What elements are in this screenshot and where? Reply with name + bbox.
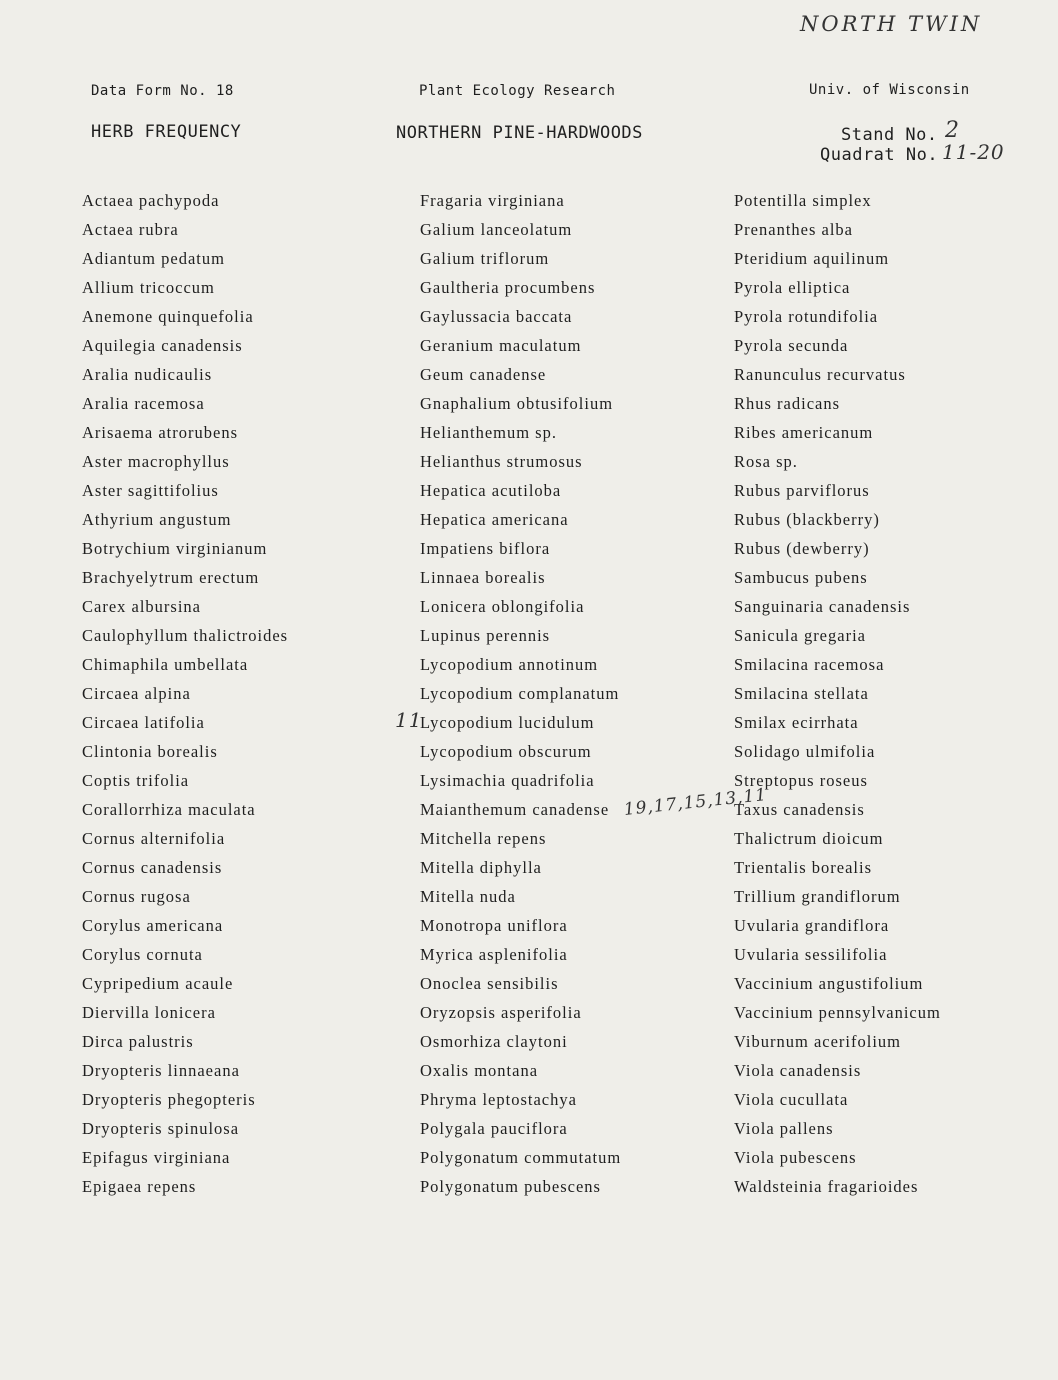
species-item: Sanguinaria canadensis [734,597,911,616]
community-title: NORTHERN PINE-HARDWOODS [396,123,643,143]
species-item: Viola pallens [734,1119,834,1138]
maianthemum-counts: 19,17,15,13,11 [622,785,769,820]
species-item: Sanicula gregaria [734,626,866,645]
quadrat-value: 11-20 [942,140,1005,164]
species-item: Rubus (blackberry) [734,510,880,529]
species-item: Oxalis montana [420,1061,539,1080]
species-item: Cornus rugosa [82,887,191,906]
species-item: Diervilla lonicera [82,1003,216,1022]
species-item: Carex albursina [82,597,202,616]
species-item: Cypripedium acaule [82,974,234,993]
species-item: Fragaria virginiana [420,191,565,210]
species-item: Lycopodium obscurum [420,742,592,761]
species-item: Lycopodium complanatum [420,684,620,703]
species-item: Rhus radicans [734,394,841,413]
species-item: Phryma leptostachya [420,1090,577,1109]
species-column-1 [82,186,288,1201]
species-item: Pyrola secunda [734,336,849,355]
species-item: Aralia racemosa [82,394,205,413]
species-item: Cornus canadensis [82,858,223,877]
species-item: Smilacina racemosa [734,655,885,674]
species-item: Maianthemum canadense [420,800,610,819]
species-item: Lysimachia quadrifolia [420,771,595,790]
species-item: Chimaphila umbellata [82,655,249,674]
species-item: Rosa sp. [734,452,798,471]
species-item: Streptopus roseus [734,771,868,790]
quadrat-label: Quadrat No. [820,145,939,165]
species-item: Dryopteris spinulosa [82,1119,240,1138]
species-item: Pyrola rotundifolia [734,307,879,326]
species-item: Viola canadensis [734,1061,862,1080]
species-item: Smilax ecirrhata [734,713,859,732]
species-item: Geum canadense [420,365,547,384]
species-item: Pyrola elliptica [734,278,851,297]
species-item: Gaylussacia baccata [420,307,573,326]
species-item: Trientalis borealis [734,858,873,877]
species-item: Waldsteinia fragarioides [734,1177,919,1196]
stand-label: Stand No. [841,125,938,145]
species-item: Aster macrophyllus [82,452,230,471]
species-item: Uvularia sessilifolia [734,945,888,964]
species-item: Mitchella repens [420,829,547,848]
species-item: Lupinus perennis [420,626,551,645]
species-item: Smilacina stellata [734,684,869,703]
species-item: Helianthus strumosus [420,452,583,471]
species-item: Aquilegia canadensis [82,336,243,355]
species-item: Lonicera oblongifolia [420,597,585,616]
species-item: Hepatica acutiloba [420,481,562,500]
species-item: Actaea rubra [82,220,179,239]
species-item: Aralia nudicaulis [82,365,213,384]
species-item: Caulophyllum thalictroides [82,626,289,645]
species-item: Actaea pachypoda [82,191,220,210]
species-item: Cornus alternifolia [82,829,226,848]
species-item: Polygala pauciflora [420,1119,568,1138]
species-item: Monotropa uniflora [420,916,568,935]
species-item: Taxus canadensis [734,800,865,819]
species-item: Ranunculus recurvatus [734,365,906,384]
species-item: Botrychium virginianum [82,539,268,558]
form-number: Data Form No. 18 [91,83,234,99]
species-item: Vaccinium pennsylvanicum [734,1003,941,1022]
species-item: Dryopteris linnaeana [82,1061,240,1080]
species-item: Anemone quinquefolia [82,307,254,326]
species-item: Onoclea sensibilis [420,974,559,993]
species-item: Thalictrum dioicum [734,829,884,848]
species-item: Helianthemum sp. [420,423,557,442]
species-column-3 [734,186,941,1201]
species-item: Hepatica americana [420,510,569,529]
species-item: Epigaea repens [82,1177,197,1196]
species-item: Lycopodium annotinum [420,655,599,674]
species-item: Rubus (dewberry) [734,539,870,558]
species-item: Rubus parviflorus [734,481,870,500]
species-column-2 [420,186,621,1201]
species-item: Ribes americanum [734,423,874,442]
species-item: Epifagus virginiana [82,1148,231,1167]
species-item: Clintonia borealis [82,742,218,761]
species-item: Viburnum acerifolium [734,1032,902,1051]
organization: Plant Ecology Research [419,83,616,99]
species-item: Solidago ulmifolia [734,742,876,761]
species-item: Potentilla simplex [734,191,872,210]
species-item: Aster sagittifolius [82,481,219,500]
species-item: Osmorhiza claytoni [420,1032,568,1051]
species-item: Myrica asplenifolia [420,945,568,964]
species-item: Galium lanceolatum [420,220,573,239]
form-title: HERB FREQUENCY [91,122,242,142]
university: Univ. of Wisconsin [809,82,970,98]
species-item: Corallorrhiza maculata [82,800,256,819]
species-item: Pteridium aquilinum [734,249,890,268]
species-item: Oryzopsis asperifolia [420,1003,582,1022]
species-item: Dirca palustris [82,1032,194,1051]
lycopodium-lucidulum-mark: 11 [395,708,423,732]
species-item: Arisaema atrorubens [82,423,238,442]
species-item: Gaultheria procumbens [420,278,596,297]
species-item: Adiantum pedatum [82,249,225,268]
species-item: Athyrium angustum [82,510,232,529]
species-item: Impatiens biflora [420,539,551,558]
species-item: Mitella nuda [420,887,516,906]
species-item: Gnaphalium obtusifolium [420,394,614,413]
species-item: Coptis trifolia [82,771,190,790]
species-item: Prenanthes alba [734,220,854,239]
species-item: Uvularia grandiflora [734,916,890,935]
species-item: Vaccinium angustifolium [734,974,924,993]
species-item: Polygonatum commutatum [420,1148,622,1167]
species-item: Linnaea borealis [420,568,546,587]
species-item: Mitella diphylla [420,858,542,877]
species-item: Circaea latifolia [82,713,205,732]
species-item: Geranium maculatum [420,336,582,355]
species-item: Corylus americana [82,916,224,935]
species-item: Lycopodium lucidulum [420,713,595,732]
species-item: Galium triflorum [420,249,550,268]
species-item: Sambucus pubens [734,568,868,587]
species-item: Viola cucullata [734,1090,849,1109]
species-item: Allium tricoccum [82,278,215,297]
species-item: Corylus cornuta [82,945,203,964]
species-item: Polygonatum pubescens [420,1177,601,1196]
top-right-handwritten-note: NORTH TWIN [800,12,983,36]
species-item: Viola pubescens [734,1148,857,1167]
stand-value: 2 [945,118,960,143]
species-item: Circaea alpina [82,684,191,703]
species-item: Dryopteris phegopteris [82,1090,256,1109]
species-item: Brachyelytrum erectum [82,568,260,587]
species-item: Trillium grandiflorum [734,887,901,906]
